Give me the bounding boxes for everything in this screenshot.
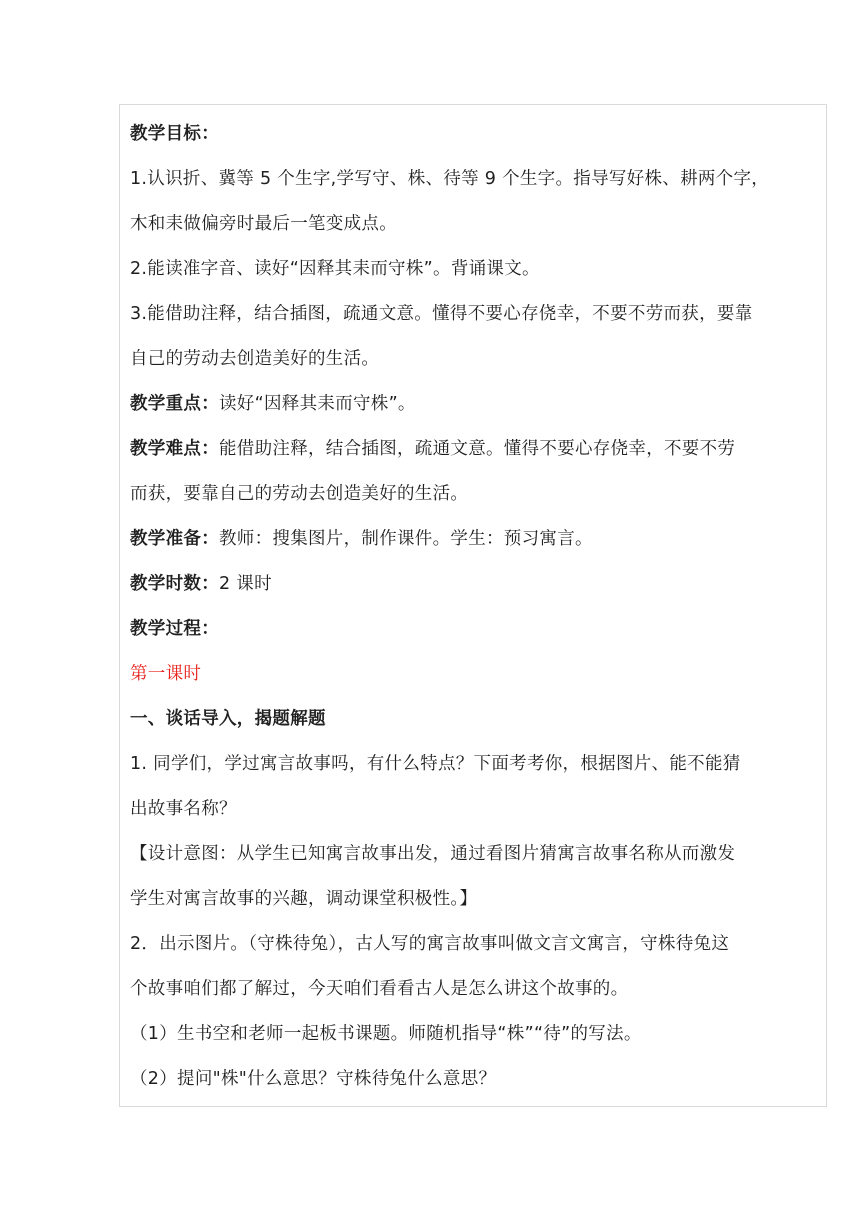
duration-label: 教学时数： [130,574,219,594]
preparation-text: 教师：搜集图片，制作课件。学生：预习寓言。 [219,529,593,549]
key-point-text: 读好“因释其耒而守株”。 [219,394,416,414]
duration-text: 2 课时 [219,574,272,594]
key-point-label: 教学重点： [130,394,219,414]
design-intent-line-2: 学生对寓言故事的兴趣，调动课堂积极性。】 [130,889,478,909]
objective-2: 2.能读准字音、读好“因释其耒而守株”。背诵课文。 [130,259,540,279]
step-1-line-1: 1. 同学们，学过寓言故事吗，有什么特点？下面考考你，根据图片、能不能猜 [130,754,741,774]
difficulty-text-line-1: 能借助注释，结合插图，疏通文意。懂得不要心存侥幸，不要不劳 [219,439,736,459]
objective-1-line-2: 木和耒做偏旁时最后一笔变成点。 [130,214,397,234]
step-1-line-2: 出故事名称？ [130,799,237,819]
design-intent-line-1: 【设计意图：从学生已知寓言故事出发，通过看图片猜寓言故事名称从而激发 [130,844,736,864]
sub-step-1: （1）生书空和老师一起板书课题。师随机指导“株”“待”的写法。 [130,1024,642,1044]
objectives-label: 教学目标： [130,124,219,144]
step-2-line-1: 2．出示图片。（守株待兔），古人写的寓言故事叫做文言文寓言，守株待兔这 [130,934,730,954]
difficulty-label: 教学难点： [130,439,219,459]
step-2-line-2: 个故事咱们都了解过，今天咱们看看古人是怎么讲这个故事的。 [130,979,629,999]
section-1-heading: 一、谈话导入，揭题解题 [130,709,326,729]
objective-1-line-1: 1.认识折、冀等 5 个生字,学写守、株、待等 9 个生字。指导写好株、耕两个字， [130,169,770,189]
preparation-label: 教学准备： [130,529,219,549]
objective-3-line-1: 3.能借助注释，结合插图，疏通文意。懂得不要心存侥幸，不要不劳而获，要靠 [130,304,753,324]
difficulty-paragraph [130,437,735,461]
sub-step-2: （2）提问"株"什么意思？守株待兔什么意思？ [130,1069,497,1089]
preparation-paragraph [130,527,593,551]
key-point-paragraph [130,392,416,416]
difficulty-text-line-2: 而获，要靠自己的劳动去创造美好的生活。 [130,484,469,504]
objective-3-line-2: 自己的劳动去创造美好的生活。 [130,349,380,369]
duration-paragraph [130,572,272,596]
lesson-1-heading: 第一课时 [130,664,202,684]
process-label: 教学过程： [130,619,219,639]
document-frame [119,104,827,1107]
